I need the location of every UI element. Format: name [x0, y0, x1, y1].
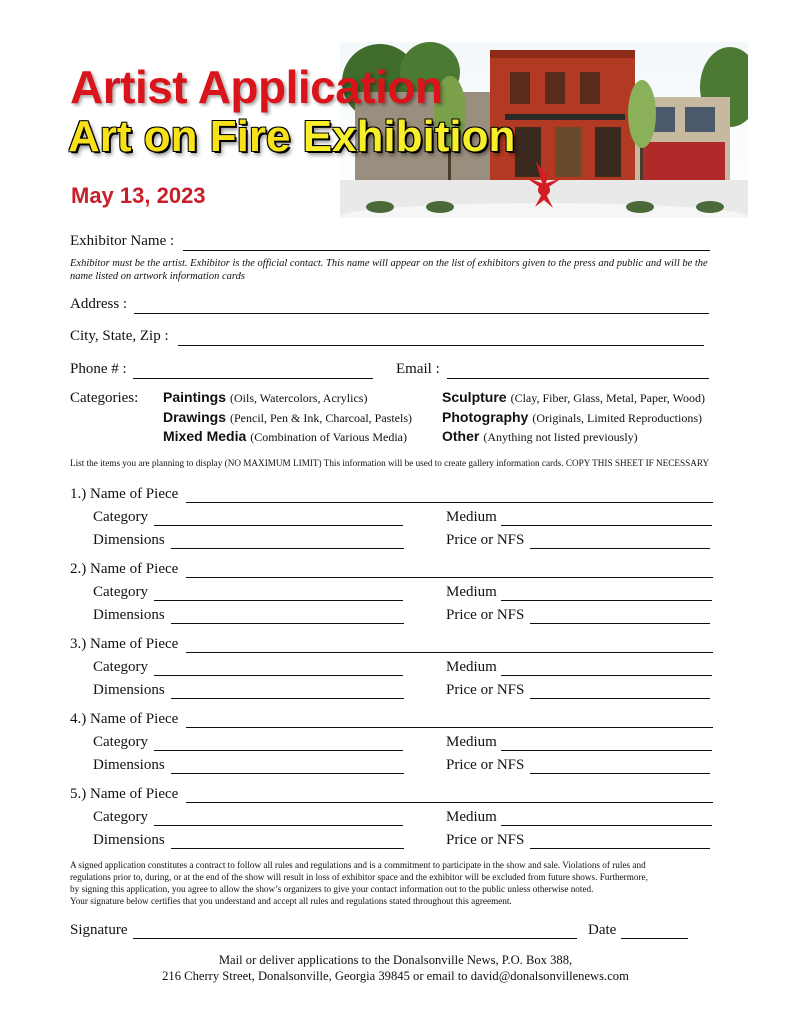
category-mixed-media — [163, 428, 407, 446]
agreement-line: regulations prior to, during, or at the end of the show will result in loss of exhibitor space and the exhibitor will be excluded from future shows. Furthermore, — [70, 872, 648, 882]
date-field[interactable] — [621, 938, 688, 939]
piece-medium-label: Medium — [446, 584, 497, 600]
category-name: Photography — [442, 409, 529, 425]
piece-name-text: Name of Piece — [90, 711, 179, 727]
piece-medium-field[interactable] — [501, 750, 712, 751]
category-other — [442, 428, 638, 446]
exhibitor-note: Exhibitor must be the artist. Exhibitor is the official contact. This name will appear on the list of exhibitors given to the press and public and will be the name listed on artwork information cards — [70, 258, 708, 282]
piece-medium-label: Medium — [446, 809, 497, 825]
piece-number: 4.) — [70, 711, 87, 727]
piece-medium-label: Medium — [446, 734, 497, 750]
piece-name-label — [70, 636, 178, 653]
agreement-line: Your signature below certifies that you understand and accept all rules and regulations stated throughout this agreement. — [70, 896, 512, 906]
exhibitor-name-field[interactable] — [183, 250, 710, 251]
category-name: Mixed Media — [163, 428, 247, 444]
email-field[interactable] — [447, 378, 709, 379]
piece-name-label — [70, 486, 178, 503]
footer-line-2: 216 Cherry Street, Donalsonville, Georgia 39845 or email to david@donalsonvillenews.com — [162, 969, 629, 983]
piece-medium-field[interactable] — [501, 825, 712, 826]
piece-name-text: Name of Piece — [90, 786, 179, 802]
category-sculpture — [442, 389, 705, 407]
piece-dimensions-label: Dimensions — [93, 532, 165, 548]
agreement-text — [70, 859, 648, 907]
piece-name-field[interactable] — [186, 727, 713, 728]
title-art-on-fire: Art on Fire — [68, 112, 291, 161]
piece-price-label: Price or NFS — [446, 757, 525, 773]
piece-price-field[interactable] — [530, 548, 710, 549]
piece-category-label: Category — [93, 734, 148, 750]
piece-medium-field[interactable] — [501, 525, 712, 526]
piece-medium-field[interactable] — [501, 675, 712, 676]
piece-number: 5.) — [70, 786, 87, 802]
piece-medium-label: Medium — [446, 509, 497, 525]
title-art-on-fire-exhibition — [68, 112, 515, 162]
piece-category-label: Category — [93, 584, 148, 600]
piece-dimensions-field[interactable] — [171, 773, 404, 774]
phone-field[interactable] — [133, 378, 373, 379]
piece-name-text: Name of Piece — [90, 486, 179, 502]
category-name: Other — [442, 428, 480, 444]
title-artist-application: Artist Application — [70, 61, 443, 113]
date-label: Date — [588, 922, 617, 938]
category-name: Sculpture — [442, 389, 507, 405]
piece-price-label: Price or NFS — [446, 607, 525, 623]
piece-price-field[interactable] — [530, 848, 710, 849]
piece-name-field[interactable] — [186, 652, 713, 653]
category-desc: (Pencil, Pen & Ink, Charcoal, Pastels) — [230, 411, 412, 425]
piece-dimensions-label: Dimensions — [93, 757, 165, 773]
piece-price-label: Price or NFS — [446, 682, 525, 698]
category-name: Paintings — [163, 389, 227, 405]
piece-category-field[interactable] — [154, 600, 403, 601]
piece-category-label: Category — [93, 809, 148, 825]
agreement-line: A signed application constitutes a contract to follow all rules and regulations and is a commitment to participate in the show and sale. Violations of rules and — [70, 860, 646, 870]
piece-category-label: Category — [93, 659, 148, 675]
piece-category-field[interactable] — [154, 525, 403, 526]
signature-label: Signature — [70, 922, 128, 938]
piece-name-field[interactable] — [186, 802, 713, 803]
city-state-zip-label: City, State, Zip : — [70, 328, 169, 344]
piece-name-field[interactable] — [186, 502, 713, 503]
piece-price-field[interactable] — [530, 623, 710, 624]
piece-dimensions-field[interactable] — [171, 698, 404, 699]
piece-category-label: Category — [93, 509, 148, 525]
piece-name-field[interactable] — [186, 577, 713, 578]
piece-number: 3.) — [70, 636, 87, 652]
piece-dimensions-label: Dimensions — [93, 832, 165, 848]
piece-name-text: Name of Piece — [90, 636, 179, 652]
piece-name-text: Name of Piece — [90, 561, 179, 577]
piece-number: 2.) — [70, 561, 87, 577]
list-instructions: List the items you are planning to display (NO MAXIMUM LIMIT) This information will be used to create gallery information cards. COPY THIS SHEET IF NECESSARY — [70, 458, 710, 468]
category-desc: (Clay, Fiber, Glass, Metal, Paper, Wood) — [510, 391, 705, 405]
category-photography — [442, 409, 702, 427]
category-drawings — [163, 409, 412, 427]
piece-medium-field[interactable] — [501, 600, 712, 601]
signature-field[interactable] — [133, 938, 577, 939]
piece-name-label — [70, 561, 178, 578]
piece-price-field[interactable] — [530, 698, 710, 699]
category-name: Drawings — [163, 409, 227, 425]
phone-label: Phone # : — [70, 361, 127, 377]
piece-category-field[interactable] — [154, 750, 403, 751]
piece-medium-label: Medium — [446, 659, 497, 675]
footer-line-1: Mail or deliver applications to the Donalsonville News, P.O. Box 388, — [218, 953, 573, 967]
piece-category-field[interactable] — [154, 825, 403, 826]
piece-dimensions-label: Dimensions — [93, 607, 165, 623]
piece-category-field[interactable] — [154, 675, 403, 676]
piece-dimensions-field[interactable] — [171, 548, 404, 549]
category-paintings — [163, 389, 367, 407]
title-exhibition: Exhibition — [302, 112, 516, 161]
category-desc: (Oils, Watercolors, Acrylics) — [230, 391, 368, 405]
piece-name-label — [70, 786, 178, 803]
piece-dimensions-field[interactable] — [171, 848, 404, 849]
category-desc: (Anything not listed previously) — [483, 430, 638, 444]
piece-price-label: Price or NFS — [446, 532, 525, 548]
piece-number: 1.) — [70, 486, 87, 502]
categories-label: Categories: — [70, 390, 139, 406]
piece-dimensions-label: Dimensions — [93, 682, 165, 698]
category-desc: (Combination of Various Media) — [250, 430, 408, 444]
exhibitor-name-label: Exhibitor Name : — [70, 233, 175, 249]
piece-dimensions-field[interactable] — [171, 623, 404, 624]
piece-price-field[interactable] — [530, 773, 710, 774]
address-label: Address : — [70, 296, 128, 312]
city-state-zip-field[interactable] — [178, 345, 704, 346]
piece-price-label: Price or NFS — [446, 832, 525, 848]
address-field[interactable] — [134, 313, 709, 314]
email-label: Email : — [396, 361, 440, 377]
piece-name-label — [70, 711, 178, 728]
event-date: May 13, 2023 — [71, 183, 206, 208]
category-desc: (Originals, Limited Reproductions) — [532, 411, 702, 425]
agreement-line: by signing this application, you agree to allow the show’s organizers to give your contact information out to the public unless otherwise noted. — [70, 884, 594, 894]
